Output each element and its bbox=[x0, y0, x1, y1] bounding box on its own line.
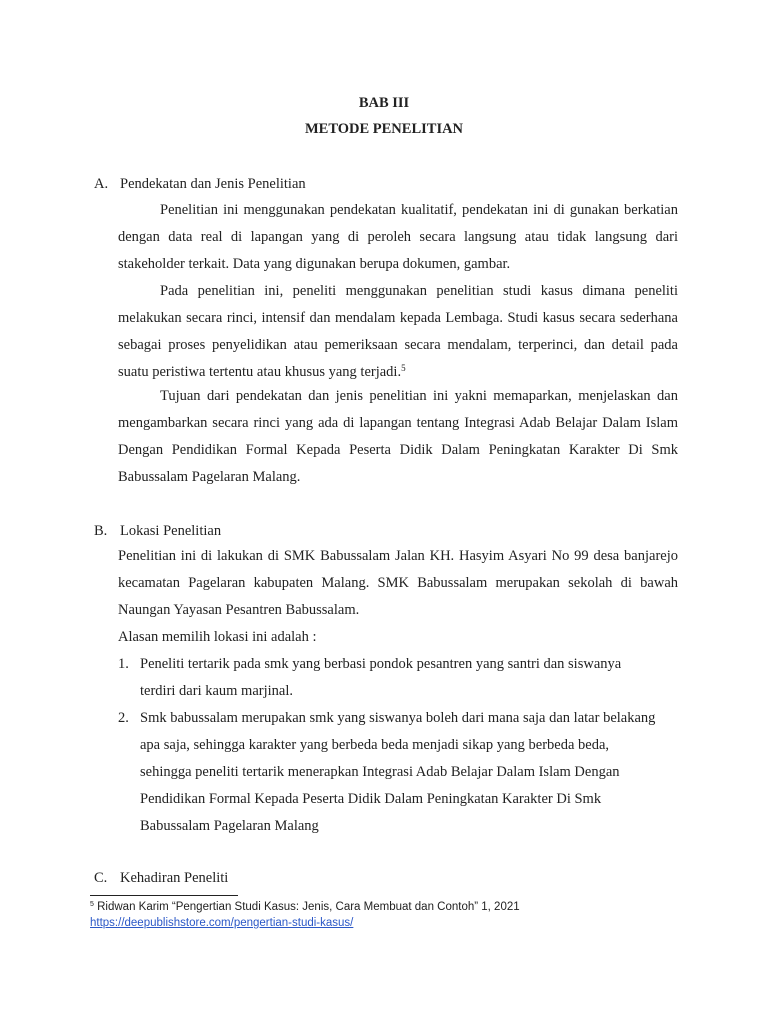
list-item-number: 2. bbox=[118, 710, 129, 726]
section-b-title: Lokasi Penelitian bbox=[120, 523, 222, 539]
footnote-link[interactable]: https://deepublishstore.com/pengertian-studi-kasus/ bbox=[90, 917, 354, 929]
section-a-paragraph-3: Tujuan dari pendekatan dan jenis penelitian ini yakni memaparkan, menjelaskan dan mengambarkan secara rinci yang ada di lapangan tentang Integrasi Adab Belajar Dalam Islam Dengan Pendidikan Formal Kepada Peserta Didik Dalam Peningkatan Karakter Di Smk Babussalam Pagelaran Malang. bbox=[118, 388, 678, 485]
footnote-divider bbox=[90, 895, 238, 896]
section-c-title: Kehadiran Peneliti bbox=[120, 870, 229, 886]
footnote-text: $^5$ Ridwan Karim “Pengertian Studi Kasus: Jenis, Cara Membuat dan Contoh” 1, 2021 bbox=[90, 901, 520, 913]
section-b-paragraph-2: Alasan memilih lokasi ini adalah : bbox=[118, 629, 317, 645]
footnote-ref-5[interactable]: 5 bbox=[401, 363, 406, 373]
footnote-link-row bbox=[90, 916, 353, 930]
section-a-title: Pendekatan dan Jenis Penelitian bbox=[120, 176, 306, 192]
section-a-letter: A. bbox=[94, 176, 109, 192]
section-a-paragraph-1: Penelitian ini menggunakan pendekatan kualitatif, pendekatan ini di gunakan berkatian dengan data real di lapangan yang di peroleh secara langsung atau tidak langsung dari stakeholder terkait. Data yang digunakan berupa dokumen, gambar. bbox=[118, 202, 678, 272]
footnote-marker: 5 bbox=[90, 901, 94, 908]
section-b-letter: B. bbox=[94, 523, 108, 539]
list-item-text: Peneliti tertarik pada smk yang berbasi pondok pesantren yang santri dan siswanya terdiri dari kaum marjinal. bbox=[140, 656, 622, 699]
section-a-paragraph-2: Pada penelitian ini, peneliti menggunakan penelitian studi kasus dimana peneliti melakukan secara rinci, intensif dan mendalam kepada Lembaga. Studi kasus secara sederhana sebagai proses penyelidikan atau pemeriksaan secara mendalam, terperinci, dan detail pada suatu peristiwa tertentu atau khusus yang terjadi.$^5$ bbox=[118, 283, 678, 380]
section-b-paragraph-1: Penelitian ini di lakukan di SMK Babussalam Jalan KH. Hasyim Asyari No 99 desa banjarejo kecamatan Pagelaran kabupaten Malang. SMK Babussalam merupakan sekolah di bawah Naungan Yayasan Pesantren Babussalam. bbox=[118, 548, 678, 618]
list-item-text: Smk babussalam merupakan smk yang siswanya boleh dari mana saja dan latar belakang apa saja, sehingga karakter yang berbeda beda menjadi sikap yang berbeda beda, sehingga peneliti tertarik menerapkan Integrasi Adab Belajar Dalam Islam Dengan Pendidikan Formal Kepada Peserta Didik Dalam Peningkatan Karakter Di Smk Babussalam Pagelaran Malang bbox=[140, 710, 656, 834]
chapter-title: METODE PENELITIAN bbox=[304, 121, 464, 137]
section-c-letter: C. bbox=[94, 870, 108, 886]
list-item-number: 1. bbox=[118, 656, 129, 672]
chapter-number: BAB III bbox=[358, 95, 410, 111]
